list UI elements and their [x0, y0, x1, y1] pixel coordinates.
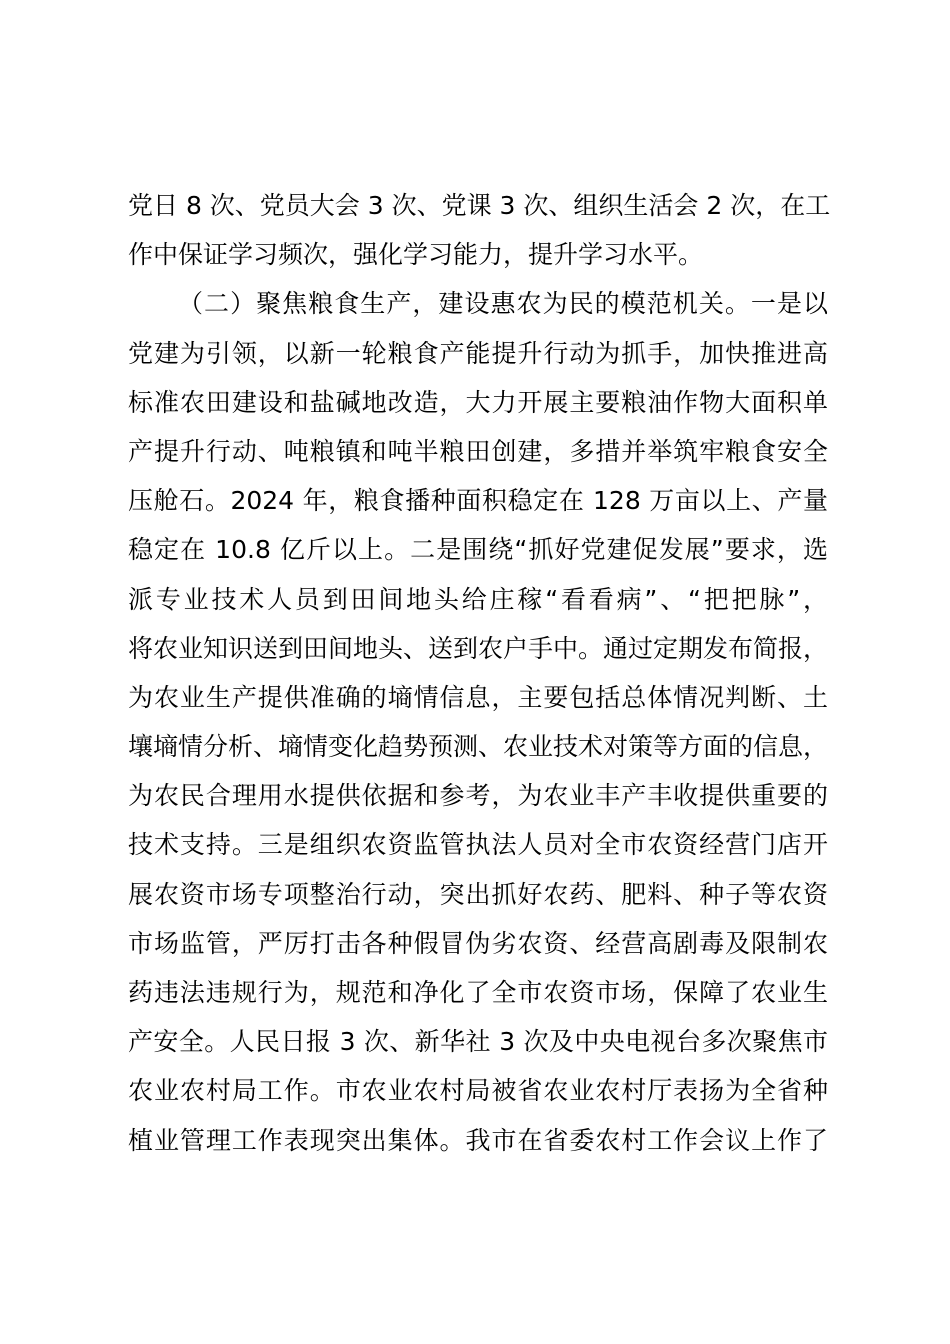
text-line: 党日 8 次、党员大会 3 次、党课 3 次、组织生活会 2 次，在工	[128, 191, 831, 220]
text-line: 标准农田建设和盐碱地改造，大力开展主要粮油作物大面积单	[128, 387, 828, 417]
text-line: 将农业知识送到田间地头、送到农户手中。通过定期发布简报，	[128, 633, 829, 663]
body-text	[128, 181, 831, 1165]
text-line: 农业农村局工作。市农业农村局被省农业农村厅表扬为全省种	[128, 1076, 828, 1106]
text-line: 作中保证学习频次，强化学习能力，提升学习水平。	[128, 240, 704, 270]
text-line: 技术支持。三是组织农资监管执法人员对全市农资经营门店开	[128, 830, 828, 860]
text-line: 市场监管，严厉打击各种假冒伪劣农资、经营高剧毒及限制农	[128, 928, 828, 958]
text-line: 派专业技术人员到田间地头给庄稼“看看病”、“把把脉”，	[128, 584, 828, 614]
text-line: 药违法违规行为，规范和净化了全市农资市场，保障了农业生	[128, 978, 828, 1007]
text-line: 植业管理工作表现突出集体。我市在省委农村工作会议上作了	[128, 1125, 828, 1155]
text-line: 稳定在 10.8 亿斤以上。二是围绕“抓好党建促发展”要求，选	[128, 535, 828, 565]
text-line: 展农资市场专项整治行动，突出抓好农药、肥料、种子等农资	[128, 879, 828, 909]
text-line: 为农业生产提供准确的墒情信息，主要包括总体情况判断、土	[128, 682, 828, 712]
text-line: 党建为引领，以新一轮粮食产能提升行动为抓手，加快推进高	[128, 338, 828, 368]
text-line: 为农民合理用水提供依据和参考，为农业丰产丰收提供重要的	[128, 781, 828, 811]
text-line: 产提升行动、吨粮镇和吨半粮田创建，多措并举筑牢粮食安全	[128, 436, 828, 466]
text-line: 压舱石。2024 年，粮食播种面积稳定在 128 万亩以上、产量	[128, 486, 828, 516]
text-line: 产安全。人民日报 3 次、新华社 3 次及中央电视台多次聚焦市	[128, 1027, 828, 1057]
section-heading-line: （二）聚焦粮食生产，建设惠农为民的模范机关。一是以	[178, 289, 828, 319]
text-line: 壤墒情分析、墒情变化趋势预测、农业技术对策等方面的信息，	[128, 732, 829, 762]
